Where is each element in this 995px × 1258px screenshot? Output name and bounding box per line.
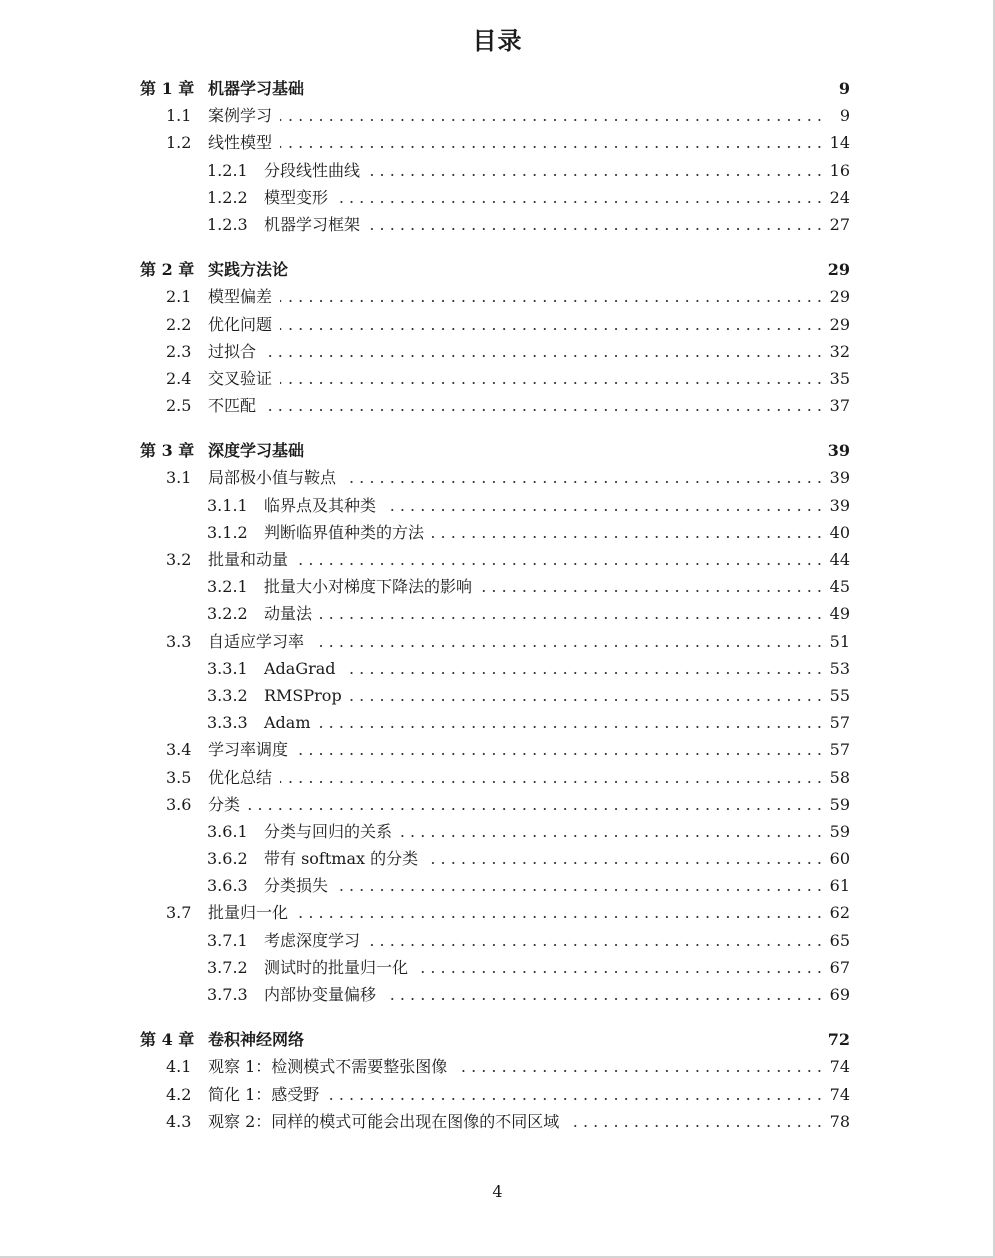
toc-subsection-entry[interactable]	[140, 845, 850, 872]
toc-dot-leader	[336, 872, 822, 899]
toc-entry-number: 1.2.1	[207, 160, 248, 180]
toc-dot-leader	[264, 338, 822, 365]
toc-entry-title: 模型偏差	[208, 287, 273, 307]
toc-entry-title: 局部极小值与鞍点	[208, 468, 337, 488]
toc-chapter-entry[interactable]	[140, 437, 850, 464]
toc-entry-number: 3.7.2	[207, 957, 248, 977]
toc-dot-leader	[319, 709, 822, 736]
toc-section-entry[interactable]	[140, 546, 850, 573]
toc-entry-page: 51	[829, 631, 850, 651]
toc-entry-page: 49	[829, 604, 850, 624]
toc-entry-page: 37	[829, 396, 850, 416]
toc-subsection-entry[interactable]	[140, 492, 850, 519]
toc-dot-leader	[248, 791, 822, 818]
toc-entry-number: 3.2.1	[207, 577, 248, 597]
toc-chapter-entry[interactable]	[140, 256, 850, 283]
toc-dot-leader	[384, 492, 822, 519]
toc-entry-title: 优化问题	[208, 314, 273, 334]
toc-entry-title: RMSProp	[264, 685, 342, 705]
toc-dot-leader	[567, 1108, 822, 1135]
toc-entry-title: 观察 2：同样的模式可能会出现在图像的不同区域	[208, 1111, 560, 1131]
toc-section-entry[interactable]	[140, 464, 850, 491]
toc-entry-number: 3.3.2	[207, 685, 248, 705]
toc-section-entry[interactable]	[140, 338, 850, 365]
toc-entry-number: 第 1 章	[140, 79, 195, 98]
toc-dot-leader	[480, 573, 822, 600]
toc-entry-title: 深度学习基础	[208, 441, 305, 461]
toc-entry-number: 2.3	[166, 341, 192, 361]
toc-dot-leader	[344, 464, 822, 491]
toc-entry-number: 4.1	[166, 1057, 192, 1077]
toc-chapter-entry[interactable]	[140, 75, 850, 102]
toc-section-entry[interactable]	[140, 1108, 850, 1135]
toc-section-entry[interactable]	[140, 791, 850, 818]
toc-dot-leader	[344, 655, 822, 682]
toc-section-entry[interactable]	[140, 311, 850, 338]
toc-subsection-entry[interactable]	[140, 184, 850, 211]
page-number: 4	[492, 1182, 503, 1201]
toc-entry-page: 69	[829, 985, 850, 1004]
toc-dot-leader	[280, 102, 822, 129]
toc-entry-title: 机器学习框架	[264, 214, 361, 234]
toc-dot-leader	[432, 519, 822, 546]
toc-entry-number: 3.6	[166, 794, 192, 814]
toc-entry-title: 分段线性曲线	[264, 160, 361, 180]
toc-entry-page: 58	[829, 767, 850, 787]
toc-entry-number: 4.2	[166, 1084, 192, 1104]
toc-entry-title: 简化 1：感受野	[208, 1084, 320, 1104]
toc-entry-title: 优化总结	[208, 767, 273, 787]
toc-subsection-entry[interactable]	[140, 709, 850, 736]
toc-entry-page: 57	[829, 740, 850, 760]
toc-entry-title: 自适应学习率	[208, 631, 305, 651]
toc-section-entry[interactable]	[140, 365, 850, 392]
toc-section-entry[interactable]	[140, 102, 850, 129]
toc-entry-number: 1.2	[166, 133, 192, 153]
toc-entry-number: 3.1.1	[207, 495, 248, 515]
toc-entry-number: 第 2 章	[140, 260, 195, 280]
toc-subsection-entry[interactable]	[140, 655, 850, 682]
toc-entry-number: 3.6.1	[207, 821, 248, 841]
toc-dot-leader	[296, 899, 822, 926]
toc-dot-leader	[426, 845, 822, 872]
toc-subsection-entry[interactable]	[140, 519, 850, 546]
toc-entry-page: 53	[829, 658, 850, 678]
toc-entry-page: 72	[827, 1030, 850, 1050]
toc-dot-leader	[280, 365, 822, 392]
toc-entry-title: 观察 1：检测模式不需要整张图像	[208, 1057, 448, 1077]
toc-entry-page: 40	[829, 522, 850, 542]
toc-entry-page: 60	[829, 849, 850, 869]
toc-entry-title: 判断临界值种类的方法	[264, 522, 425, 542]
toc-entry-title: 临界点及其种类	[264, 495, 377, 515]
toc-subsection-entry[interactable]	[140, 818, 850, 845]
toc-dot-leader	[350, 682, 822, 709]
toc-dot-leader	[312, 628, 822, 655]
toc-entry-title: 批量大小对梯度下降法的影响	[264, 577, 473, 597]
toc-entry-page: 29	[829, 314, 850, 334]
table-of-contents	[140, 75, 850, 1135]
toc-entry-number: 2.1	[166, 287, 192, 307]
toc-entry-title: 线性模型	[208, 133, 273, 153]
toc-entry-title: 卷积神经网络	[208, 1030, 305, 1050]
toc-entry-title: 不匹配	[208, 396, 257, 416]
toc-entry-title: 内部协变量偏移	[264, 985, 377, 1004]
toc-entry-number: 1.2.3	[207, 214, 248, 234]
toc-entry-number: 1.2.2	[207, 187, 248, 207]
toc-entry-page: 29	[827, 260, 850, 280]
toc-entry-number: 3.3	[166, 631, 192, 651]
toc-dot-leader	[455, 1053, 822, 1080]
toc-entry-title: 机器学习基础	[208, 79, 305, 98]
toc-entry-title: 模型变形	[264, 187, 329, 207]
toc-entry-page: 9	[838, 79, 850, 98]
toc-subsection-entry[interactable]	[140, 682, 850, 709]
toc-entry-page: 74	[829, 1084, 850, 1104]
toc-entry-number: 3.7.1	[207, 930, 248, 950]
toc-entry-page: 14	[829, 133, 850, 153]
toc-entry-page: 27	[829, 214, 850, 234]
toc-entry-page: 39	[829, 468, 850, 488]
toc-entry-title: 测试时的批量归一化	[264, 957, 409, 977]
toc-entry-number: 3.4	[166, 740, 192, 760]
toc-entry-page: 44	[829, 550, 850, 569]
toc-entry-page: 29	[829, 287, 850, 307]
toc-entry-page: 35	[829, 368, 850, 388]
toc-entry-title: 学习率调度	[208, 740, 289, 760]
toc-entry-page: 39	[827, 441, 850, 461]
toc-entry-title: 带有 softmax 的分类	[264, 849, 419, 869]
page-title: 目录	[472, 26, 523, 55]
toc-entry-number: 3.1	[166, 468, 192, 488]
toc-section-entry[interactable]	[140, 764, 850, 791]
toc-entry-page: 59	[829, 794, 850, 814]
toc-subsection-entry[interactable]	[140, 600, 850, 627]
toc-dot-leader	[368, 211, 822, 238]
toc-section-entry[interactable]	[140, 129, 850, 156]
toc-dot-leader	[280, 129, 822, 156]
toc-dot-leader	[264, 392, 822, 419]
toc-dot-leader	[296, 736, 822, 763]
toc-entry-number: 3.7	[166, 903, 192, 923]
toc-entry-page: 57	[829, 713, 850, 733]
toc-entry-number: 3.7.3	[207, 985, 248, 1004]
toc-entry-page: 62	[829, 903, 850, 923]
toc-section-entry[interactable]	[140, 392, 850, 419]
toc-entry-title: 分类与回归的关系	[264, 821, 393, 841]
toc-subsection-entry[interactable]	[140, 157, 850, 184]
toc-section-entry[interactable]	[140, 899, 850, 926]
toc-subsection-entry[interactable]	[140, 954, 850, 981]
toc-entry-page: 67	[829, 957, 850, 977]
toc-dot-leader	[400, 818, 822, 845]
toc-entry-title: 实践方法论	[208, 260, 289, 280]
toc-entry-page: 45	[829, 577, 850, 597]
toc-entry-number: 3.5	[166, 767, 192, 787]
toc-chapter-entry[interactable]	[140, 1026, 850, 1053]
toc-subsection-entry[interactable]	[140, 211, 850, 238]
toc-entry-number: 3.6.3	[207, 876, 248, 896]
toc-entry-page: 32	[829, 341, 850, 361]
toc-entry-title: 分类	[208, 794, 241, 814]
toc-entry-page: 24	[829, 187, 850, 207]
toc-subsection-entry[interactable]	[140, 927, 850, 954]
toc-subsection-entry[interactable]	[140, 872, 850, 899]
toc-entry-number: 3.1.2	[207, 522, 248, 542]
toc-entry-page: 74	[829, 1057, 850, 1077]
toc-entry-page: 65	[829, 930, 850, 950]
toc-entry-page: 39	[829, 495, 850, 515]
toc-dot-leader	[416, 954, 822, 981]
toc-entry-number: 3.6.2	[207, 849, 248, 869]
toc-entry-title: 案例学习	[208, 106, 273, 126]
toc-dot-leader	[320, 600, 822, 627]
toc-entry-number: 3.3.1	[207, 658, 248, 678]
toc-dot-leader	[327, 1081, 822, 1108]
toc-entry-number: 3.2.2	[207, 604, 248, 624]
toc-dot-leader	[368, 157, 822, 184]
toc-entry-page: 59	[829, 821, 850, 841]
toc-entry-number: 4.3	[166, 1111, 192, 1131]
toc-dot-leader	[280, 311, 822, 338]
toc-section-entry[interactable]	[140, 628, 850, 655]
toc-entry-title: 分类损失	[264, 876, 329, 896]
toc-entry-page: 9	[839, 106, 850, 126]
toc-section-entry[interactable]	[140, 736, 850, 763]
toc-entry-page: 16	[829, 160, 850, 180]
toc-dot-leader	[296, 546, 822, 573]
toc-entry-number: 第 3 章	[140, 441, 195, 461]
toc-entry-page: 61	[829, 876, 850, 896]
toc-section-entry[interactable]	[140, 1053, 850, 1080]
toc-entry-number: 2.5	[166, 396, 192, 416]
toc-entry-title: AdaGrad	[264, 658, 336, 678]
toc-entry-number: 第 4 章	[140, 1030, 195, 1050]
toc-dot-leader	[368, 927, 822, 954]
toc-entry-page: 78	[829, 1111, 850, 1131]
toc-subsection-entry[interactable]	[140, 573, 850, 600]
toc-dot-leader	[384, 981, 822, 1008]
toc-section-entry[interactable]	[140, 1081, 850, 1108]
toc-entry-title: 批量归一化	[208, 903, 289, 923]
toc-entry-title: Adam	[264, 713, 311, 733]
toc-entry-number: 3.3.3	[207, 713, 248, 733]
toc-section-entry[interactable]	[140, 283, 850, 310]
toc-entry-number: 1.1	[166, 106, 192, 126]
toc-entry-title: 动量法	[264, 604, 313, 624]
toc-entry-title: 考虑深度学习	[264, 930, 361, 950]
toc-entry-title: 批量和动量	[208, 550, 289, 569]
toc-entry-number: 2.2	[166, 314, 192, 334]
toc-entry-number: 3.2	[166, 550, 192, 569]
toc-dot-leader	[280, 283, 822, 310]
toc-entry-title: 过拟合	[208, 341, 257, 361]
toc-entry-page: 55	[829, 685, 850, 705]
toc-dot-leader	[336, 184, 822, 211]
toc-entry-title: 交叉验证	[208, 368, 273, 388]
toc-subsection-entry[interactable]	[140, 981, 850, 1008]
toc-entry-number: 2.4	[166, 368, 192, 388]
toc-dot-leader	[280, 764, 822, 791]
